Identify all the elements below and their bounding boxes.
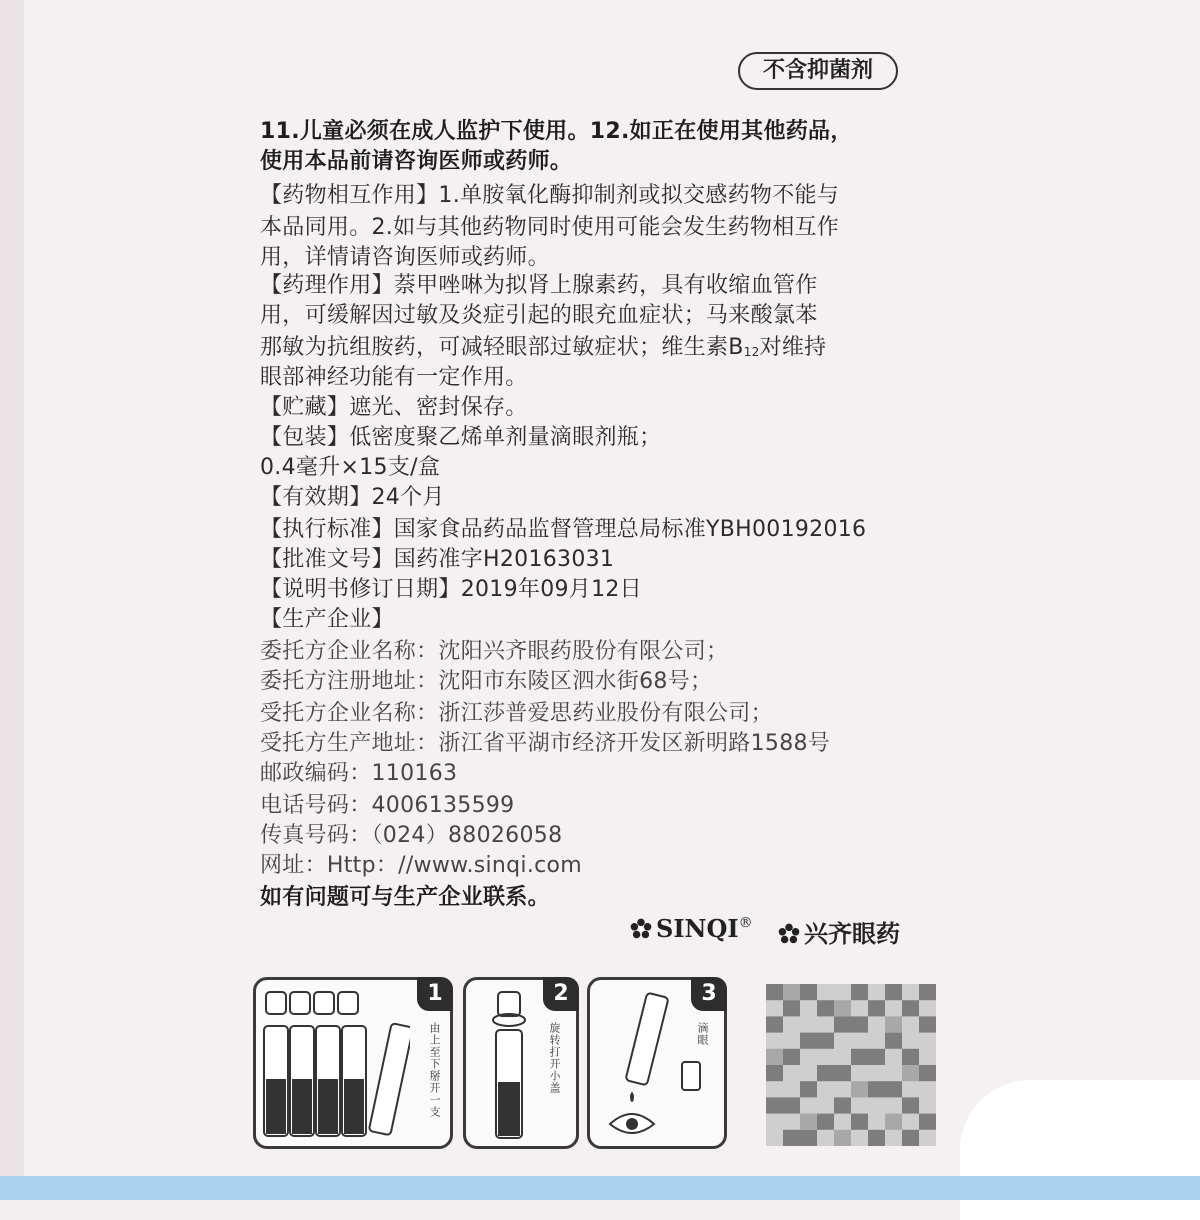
text-line: 【批准文号】国药准字H20163031 bbox=[260, 547, 615, 572]
step-3-panel bbox=[587, 977, 727, 1149]
text-line: 用，详情请咨询医师或药师。 bbox=[260, 245, 550, 270]
twist-open-icon bbox=[480, 984, 540, 1144]
xingqi-logo bbox=[778, 914, 900, 949]
text-line: 【说明书修订日期】2019年09月12日 bbox=[260, 577, 642, 602]
step-number: 1 bbox=[417, 977, 453, 1011]
text-line: 使用本品前请咨询医师或药师。 bbox=[260, 149, 573, 174]
text-line: 网址：Http：//www.sinqi.com bbox=[260, 853, 583, 878]
logo-text-cn: 兴齐眼药 bbox=[804, 920, 900, 948]
text-line: 【有效期】24个月 bbox=[260, 485, 445, 510]
bottom-band bbox=[0, 1176, 1200, 1200]
text-line: 本品同用。2.如与其他药物同时使用可能会发生药物相互作 bbox=[260, 215, 840, 240]
step-number: 2 bbox=[543, 977, 579, 1011]
left-edge bbox=[0, 0, 24, 1200]
flower-icon bbox=[778, 923, 800, 945]
text-line: 受托方生产地址：浙江省平湖市经济开发区新明路1588号 bbox=[260, 731, 831, 756]
logo-text-sinqi: SINQI bbox=[656, 914, 739, 943]
step-1-text: 由上至下掰开一支 bbox=[428, 1022, 441, 1118]
step-2-text: 旋转打开小盖 bbox=[548, 1022, 561, 1094]
flower-icon bbox=[630, 918, 652, 940]
text-line: 0.4毫升×15支/盒 bbox=[260, 455, 441, 480]
registered-mark: ® bbox=[738, 915, 753, 931]
text-line: 11.儿童必须在成人监护下使用。12.如正在使用其他药品， bbox=[260, 119, 853, 144]
text-line: 委托方企业名称：沈阳兴齐眼药股份有限公司； bbox=[260, 639, 729, 664]
text-line: 【贮藏】遮光、密封保存。 bbox=[260, 395, 528, 420]
text-line: 用，可缓解因过敏及炎症引起的眼充血症状；马来酸氯苯 bbox=[260, 303, 818, 328]
text-line: 如有问题可与生产企业联系。 bbox=[260, 885, 550, 910]
text-line: 邮政编码：110163 bbox=[260, 761, 458, 786]
text-line-part: 那敏为抗组胺药，可减轻眼部过敏症状；维生素B bbox=[260, 335, 744, 360]
no-preservative-badge: 不含抑菌剂 bbox=[738, 52, 898, 90]
ampoule-strip-icon bbox=[260, 984, 410, 1144]
step-3-text: 滴眼 bbox=[696, 1022, 709, 1046]
sinqi-logo bbox=[630, 914, 753, 943]
text-line: 传真号码：（024）88026058 bbox=[260, 823, 563, 848]
step-2-panel bbox=[463, 977, 579, 1149]
subscript-12: 12 bbox=[743, 345, 760, 359]
text-line: 【药物相互作用】1.单胺氧化酶抑制剂或拟交感药物不能与 bbox=[260, 183, 840, 208]
text-line: 电话号码：4006135599 bbox=[260, 793, 515, 818]
qr-code bbox=[766, 984, 936, 1146]
text-line: 眼部神经功能有一定作用。 bbox=[260, 365, 528, 390]
text-line-part: 对维持 bbox=[759, 335, 827, 360]
step-1-panel bbox=[253, 977, 453, 1149]
text-line: 【包装】低密度聚乙烯单剂量滴眼剂瓶； bbox=[260, 425, 662, 450]
text-line: 委托方注册地址：沈阳市东陵区泗水街68号； bbox=[260, 669, 713, 694]
text-line: 【药理作用】萘甲唑啉为拟肾上腺素药，具有收缩血管作 bbox=[260, 273, 818, 298]
text-line: 受托方企业名称：浙江莎普爱思药业股份有限公司； bbox=[260, 701, 773, 726]
step-number: 3 bbox=[691, 977, 727, 1011]
text-line: 【生产企业】 bbox=[260, 607, 394, 632]
eye-drop-icon bbox=[596, 984, 716, 1144]
text-line: 【执行标准】国家食品药品监督管理总局标准YBH00192016 bbox=[260, 517, 867, 542]
text-line bbox=[260, 330, 826, 361]
